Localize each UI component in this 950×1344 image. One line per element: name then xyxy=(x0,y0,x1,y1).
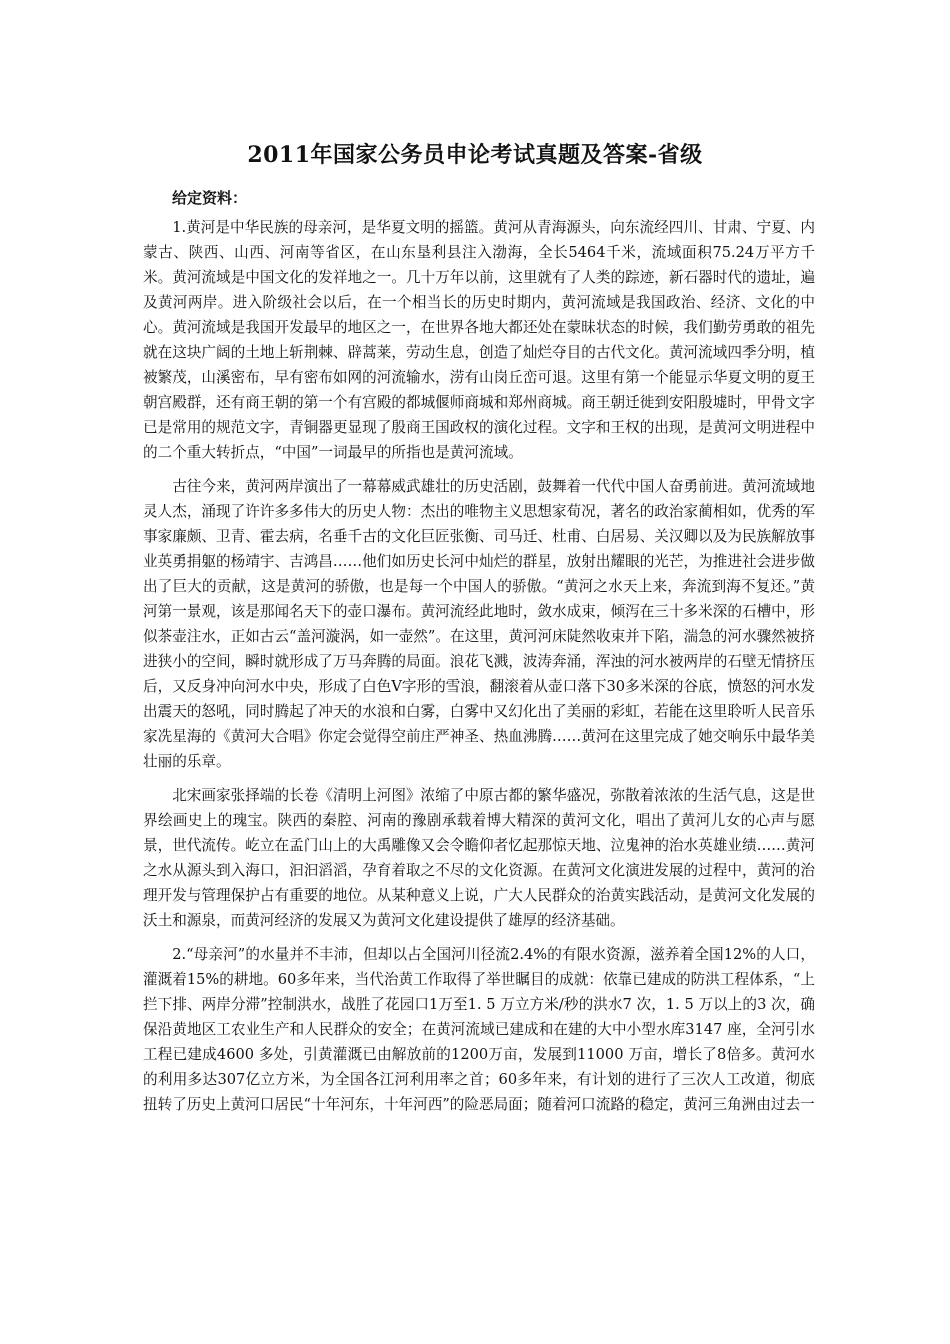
paragraph: 1.黄河是中华民族的母亲河，是华夏文明的摇篮。黄河从青海源头，向东流经四川、甘肃、宁夏、内蒙古、陕西、山西、河南等省区，在山东垦利县注入渤海，全长5464千米，流域面积75.24万平方千米。黄河流域是中国文化的发祥地之一。几十万年以前，这里就有了人类的踪迹，新石器时代的遗址，遍及黄河两岸。进入阶级社会以后，在一个相当长的历史时期内，黄河流域是我国政治、经济、文化的中心。黄河流域是我国开发最早的地区之一，在世界各地大都还处在蒙昧状态的时候，我们勤劳勇敢的祖先就在这块广阔的土地上斩荆棘、辟蒿莱，劳动生息，创造了灿烂夺目的古代文化。黄河流域四季分明，植被繁茂，山溪密布，早有密布如网的河流输水，涝有山岗丘峦可退。这里有第一个能显示华夏文明的夏王朝宫殿群，还有商王朝的第一个有宫殿的都城偃师商城和郑州商城。商王朝迁徙到安阳殷墟时，甲骨文字已是常用的规范文字，青铜器更显现了殷商王国政权的演化过程。文字和王权的出现，是黄河文明进程中的二个重大转折点，“中国”一词最早的所指也是黄河流域。 xyxy=(143,219,815,461)
section-label: 给定资料： xyxy=(172,189,248,207)
paragraph: 古往今来，黄河两岸演出了一幕幕威武雄壮的历史活剧，鼓舞着一代代中国人奋勇前进。黄河流域地灵人杰，涌现了许许多多伟大的历史人物：杰出的唯物主义思想家荀况，著名的政治家蔺相如，优秀的军事家廉颇、卫青、霍去病，名垂千古的文化巨匠张衡、司马迁、杜甫、白居易、关汉卿以及为民族解放事业英勇捐躯的杨靖宇、吉鸿昌……他们如历史长河中灿烂的群星，放射出耀眼的光芒，为推进社会进步做出了巨大的贡献，这是黄河的骄傲，也是每一个中国人的骄傲。“黄河之水天上来，奔流到海不复还。”黄河第一景观，该是那闻名天下的壶口瀑布。黄河流经此地时，敛水成束，倾泻在三十多米深的石槽中，形似茶壶注水，正如古云“盖河漩涡，如一壶然”。在这里，黄河河床陡然收束并下陷，湍急的河水骤然被挤进狭小的空间，瞬时就形成了万马奔腾的局面。浪花飞溅，波涛奔涌，浑浊的河水被两岸的石壁无情挤压后，又反身冲向河水中央，形成了白色Ⅴ字形的雪浪，翻滚着从壶口落下30多米深的谷底，愤怒的河水发出震天的怒吼，同时腾起了冲天的水浪和白雾，白雾中又幻化出了美丽的彩虹，若能在这里聆听人民音乐家冼星海的《黄河大合唱》你定会觉得空前庄严神圣、热血沸腾……黄河在这里完成了她交响乐中最华美壮丽的乐章。 xyxy=(143,478,815,770)
paragraph: 2.“母亲河”的水量并不丰沛，但却以占全国河川径流2.4%的有限水资源，滋养着全国12%的人口，灌溉着15%的耕地。60多年来，当代治黄工作取得了举世瞩目的成就：依靠已建成的防洪工程体系，“上拦下排、两岸分滞”控制洪水，战胜了花园口1万至1. 5 万立方米/秒的洪水7 次，1. 5 万以上的3 次，确保沿黄地区工农业生产和人民群众的安全；在黄河流域已建成和在建的大中小型水库3147 座，全河引水工程已建成4600 多处，引黄灌溉已由解放前的1200万亩，发展到11000 万亩，增长了8倍多。黄河水的利用多达307亿立方米，为全国各江河利用率之首；60多年来，有计划的进行了三次人工改道，彻底扭转了历史上黄河口居民“十年河东，十年河西”的险恶局面；随着河口流路的稳定，黄河三角洲由过去一 xyxy=(143,946,815,1113)
paragraph: 北宋画家张择端的长卷《清明上河图》浓缩了中原古都的繁华盛况，弥散着浓浓的生活气息，这是世界绘画史上的瑰宝。陕西的秦腔、河南的豫剧承载着博大精深的黄河文化，唱出了黄河儿女的心声与愿景，世代流传。屹立在孟门山上的大禹雕像又会令瞻仰者忆起那惊天地、泣鬼神的治水英雄业绩……黄河之水从源头到入海口，汩汩滔滔，孕育着取之不尽的文化资源。在黄河文化演进发展的过程中，黄河的治理开发与管理保护占有重要的地位。从某种意义上说，广大人民群众的治黄实践活动，是黄河文化发展的沃土和源泉，而黄河经济的发展又为黄河文化建设提供了雄厚的经济基础。 xyxy=(143,787,815,929)
document-title: 2011年国家公务员申论考试真题及答案-省级 xyxy=(247,142,703,168)
document-body xyxy=(143,215,815,1126)
